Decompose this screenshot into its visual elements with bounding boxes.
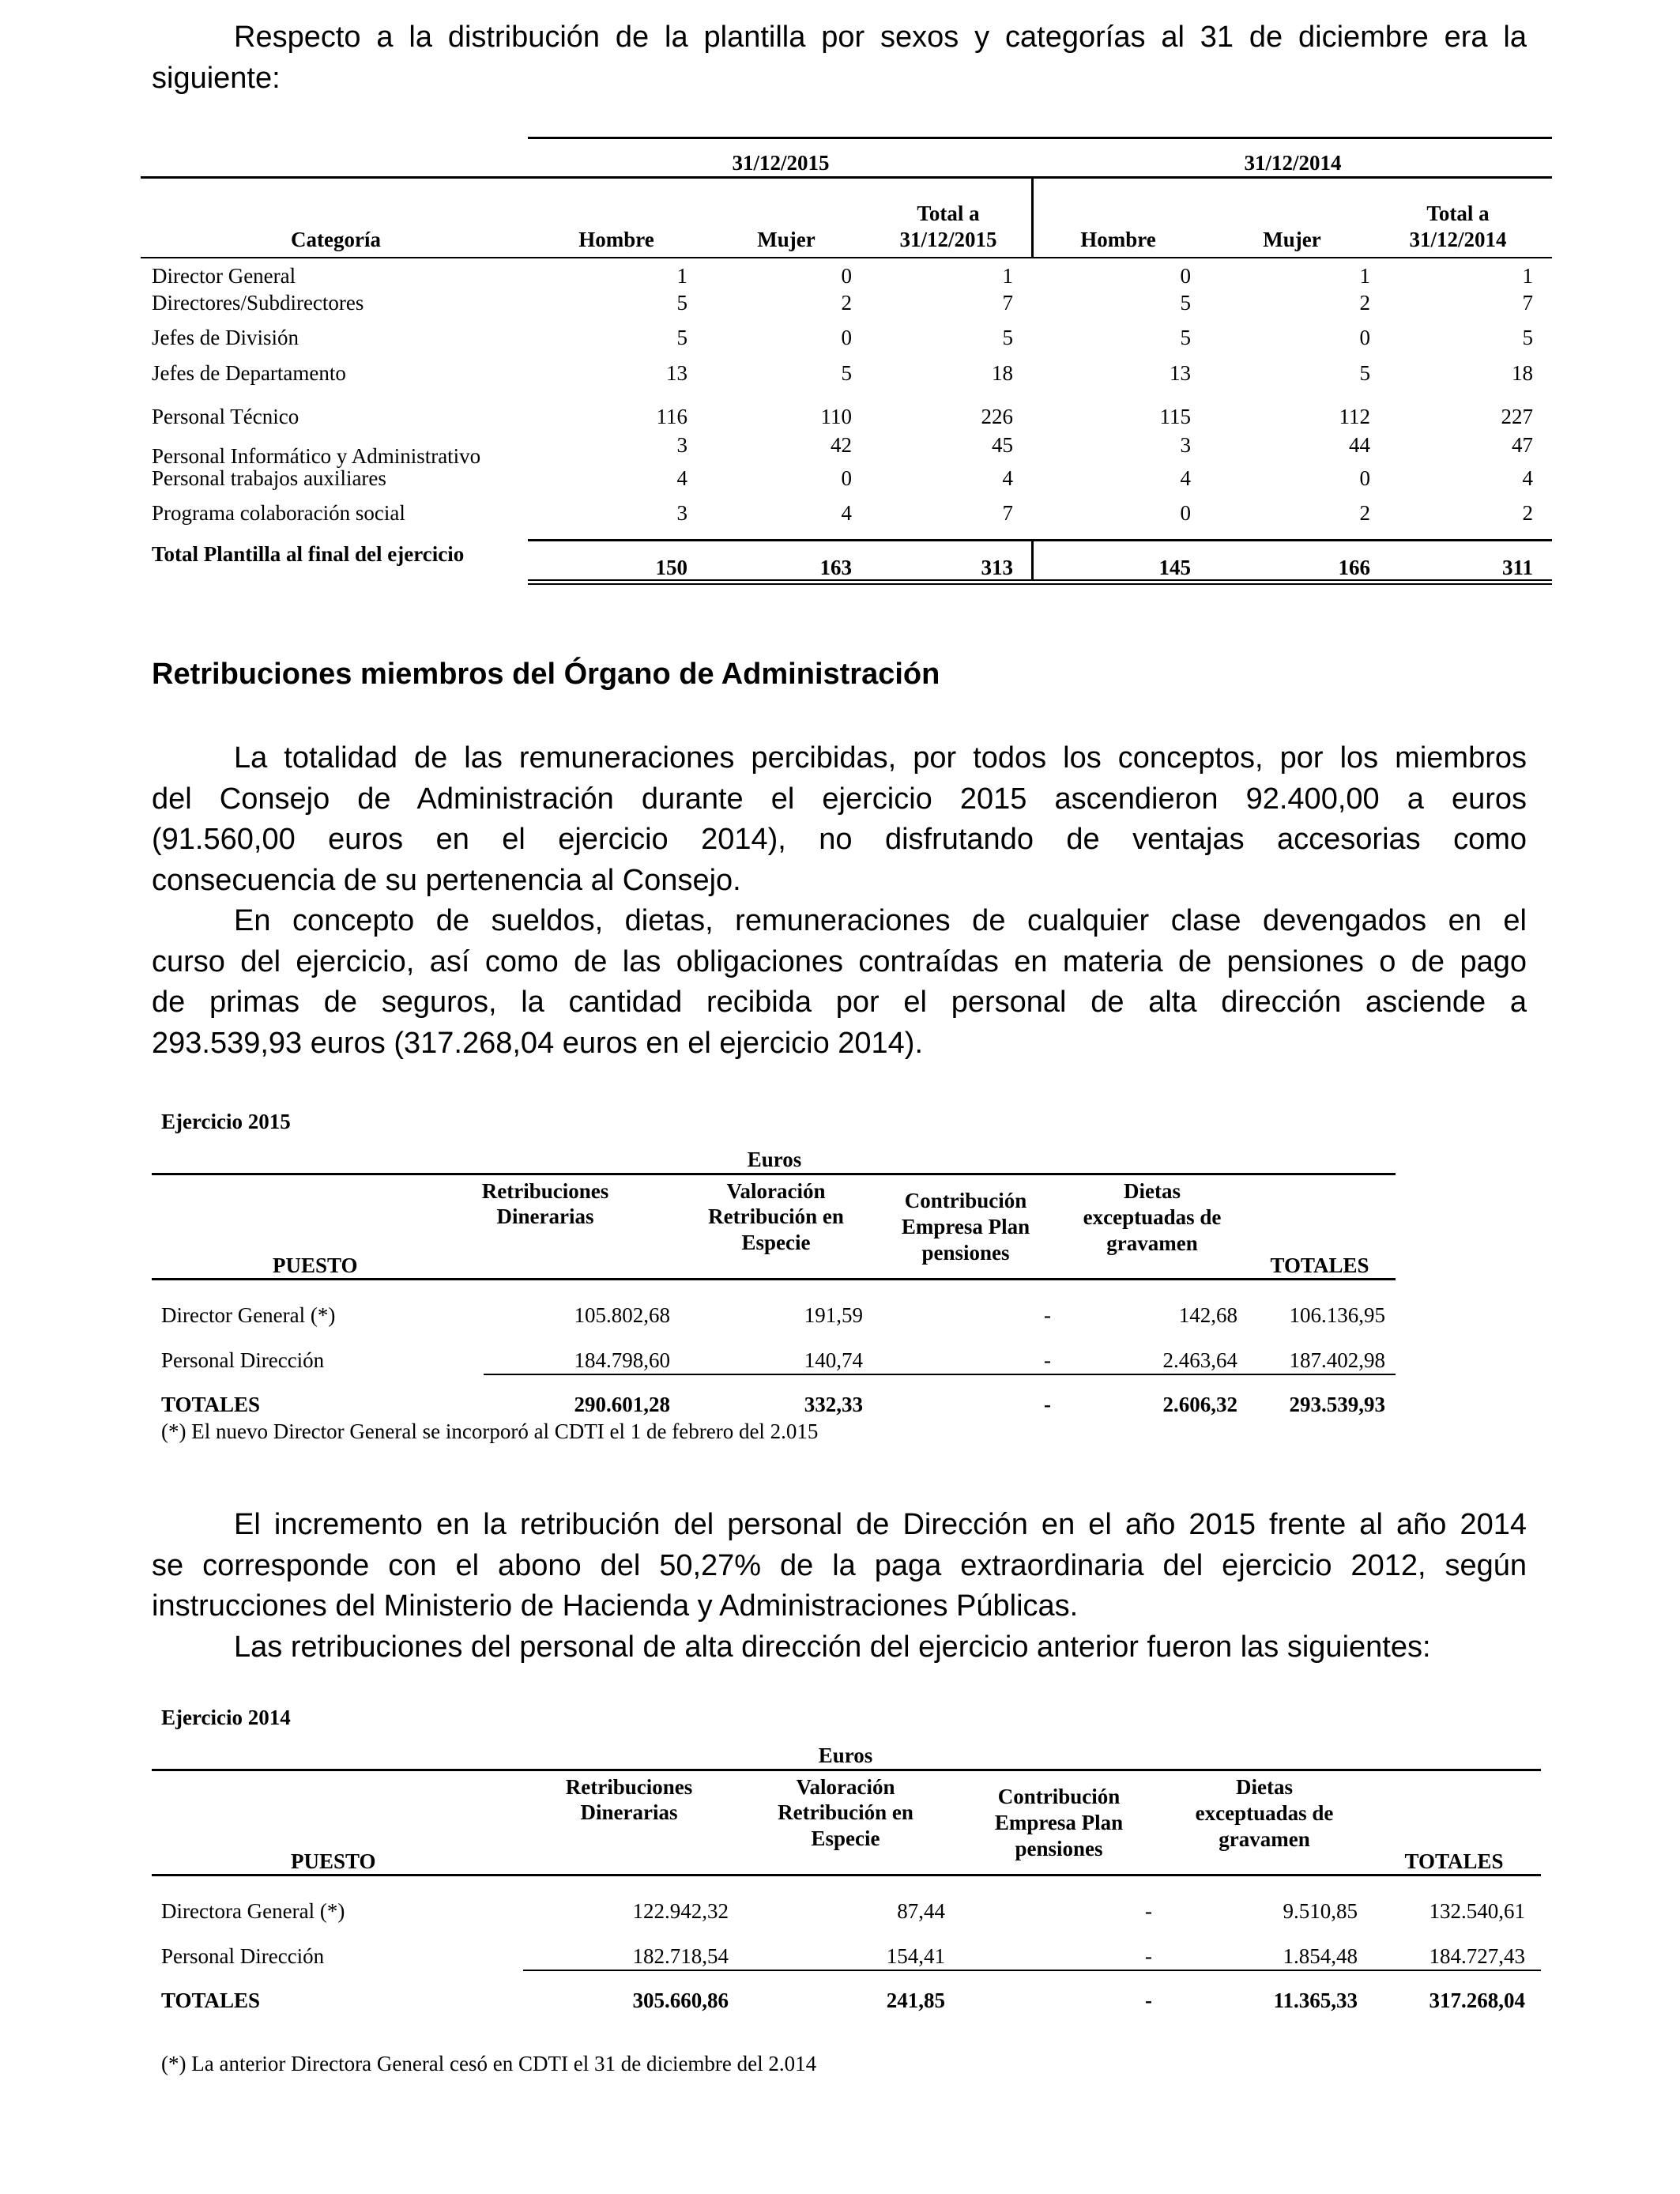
totales-row-label: TOTALES	[161, 1989, 261, 2012]
paragraph-line: Las retribuciones del personal de alta dirección del ejercicio anterior fueron las siguientes:	[234, 1630, 1431, 1664]
table-cell: 0	[1359, 466, 1370, 490]
totales-cell: 2.606,32	[1162, 1393, 1237, 1416]
table-cell: 13	[666, 361, 687, 385]
row-label: Personal Dirección	[161, 1348, 325, 1372]
paragraph-line: se corresponde con el abono del 50,27% de la paga extraordinaria del ejercicio 2012, según	[152, 1548, 1527, 1582]
table-cell: 115	[1159, 405, 1191, 428]
group-header-2015: 31/12/2015	[732, 151, 830, 175]
table-cell: 5	[676, 291, 687, 315]
table-cell: 5	[1002, 326, 1013, 349]
table-cell: 184.798,60	[574, 1348, 670, 1372]
totales-cell: 241,85	[886, 1989, 945, 2012]
column-divider	[1031, 176, 1034, 257]
rule	[141, 257, 1552, 258]
header-contribucion: Contribución	[997, 1785, 1121, 1808]
table-cell: 112	[1339, 405, 1370, 428]
table-cell: 132.540,61	[1429, 1899, 1525, 1923]
table-cell: 0	[841, 264, 852, 288]
category-label: Programa colaboración social	[152, 501, 405, 525]
table-cell: 3	[1180, 433, 1191, 457]
paragraph-line: 293.539,93 euros (317.268,04 euros en el ejercicio 2014).	[152, 1026, 924, 1060]
category-label: Jefes de División	[152, 326, 299, 349]
table-cell: 0	[841, 466, 852, 490]
paragraph-line: del Consejo de Administración durante el ejercicio 2015 ascendieron 92.400,00 a euros	[152, 782, 1527, 816]
table-cell: 5	[676, 326, 687, 349]
category-label: Jefes de Departamento	[152, 361, 346, 385]
table-cell: 42	[831, 433, 852, 457]
header-valoracion: Retribución en	[778, 1800, 913, 1824]
table-cell: 7	[1522, 291, 1533, 315]
table-cell: -	[1044, 1303, 1051, 1327]
table-cell: 7	[1002, 291, 1013, 315]
pay-table-title: Ejercicio 2015	[161, 1110, 291, 1133]
table-cell: 13	[1170, 361, 1191, 385]
header-dietas: gravamen	[1106, 1231, 1198, 1255]
totales-cell: -	[1145, 1989, 1152, 2012]
table-cell: 5	[841, 361, 852, 385]
table-cell: 106.136,95	[1289, 1303, 1385, 1327]
table-cell: -	[1145, 1944, 1152, 1968]
intro-paragraph	[152, 17, 1527, 99]
pay-table-title: Ejercicio 2014	[161, 1706, 291, 1729]
category-label: Directores/Subdirectores	[152, 291, 364, 315]
total-row-label: Total Plantilla al final del ejercicio	[152, 542, 465, 566]
paragraph-line: En concepto de sueldos, dietas, remuneraciones de cualquier clase devengados en el	[234, 904, 1527, 937]
table-cell: 2	[1522, 501, 1533, 525]
paragraph-line: de primas de seguros, la cantidad recibida por el personal de alta dirección asciende a	[152, 986, 1527, 1019]
header-dietas: Dietas	[1236, 1775, 1293, 1799]
row-label: Directora General (*)	[161, 1899, 345, 1923]
table-cell: 18	[1512, 361, 1533, 385]
table-cell: 1	[1522, 264, 1533, 288]
paragraph-line: La totalidad de las remuneraciones percibidas, por todos los conceptos, por los miembros	[234, 741, 1527, 775]
header-retribuciones: Retribuciones	[481, 1179, 609, 1203]
table-cell: 2	[1359, 291, 1370, 315]
header-puesto: PUESTO	[273, 1253, 358, 1277]
totales-cell: 305.660,86	[632, 1989, 729, 2012]
paragraph-line: (91.560,00 euros en el ejercicio 2014), no disfrutando de ventajas accesorias como	[152, 823, 1527, 856]
table-cell: 154,41	[886, 1944, 945, 1968]
table-cell: 110	[820, 405, 852, 428]
header-retribuciones: Dinerarias	[580, 1800, 678, 1824]
header-contribucion: Contribución	[904, 1189, 1027, 1212]
table-cell: 226	[981, 405, 1013, 428]
table-cell: 3	[676, 433, 687, 457]
header-contribucion: Empresa Plan	[994, 1811, 1124, 1834]
header-hombre-2015: Hombre	[578, 228, 654, 251]
row-label: Director General (*)	[161, 1303, 336, 1327]
intro-line: Respecto a la distribución de la plantilla por sexos y categorías al 31 de diciembre era la	[234, 21, 1527, 54]
intro-line: siguiente:	[152, 61, 281, 95]
rule	[152, 1874, 1541, 1876]
header-puesto: PUESTO	[291, 1849, 376, 1873]
table-cell: 105.802,68	[574, 1303, 670, 1327]
header-retribuciones: Dinerarias	[496, 1204, 594, 1228]
table-cell: 0	[1180, 501, 1191, 525]
table-cell: 47	[1512, 433, 1533, 457]
rule	[141, 176, 1552, 179]
totales-cell: 332,33	[804, 1393, 863, 1416]
table-cell: 5	[1180, 326, 1191, 349]
total-cell: 163	[819, 556, 852, 579]
table-cell: 187.402,98	[1289, 1348, 1385, 1372]
row-label: Personal Dirección	[161, 1944, 325, 1968]
header-valoracion: Especie	[811, 1826, 880, 1850]
paragraph-line: curso del ejercicio, así como de las obligaciones contraídas en materia de pensiones o de pago	[152, 944, 1527, 978]
category-label: Personal Informático y Administrativo	[152, 444, 481, 468]
header-hombre-2014: Hombre	[1080, 228, 1156, 251]
table-cell: 1	[676, 264, 687, 288]
header-valoracion: Valoración	[796, 1775, 895, 1799]
totales-cell: 317.268,04	[1429, 1989, 1525, 2012]
header-retribuciones: Retribuciones	[565, 1775, 693, 1799]
table-cell: 140,74	[804, 1348, 863, 1372]
header-total-a-2014: Total a	[1426, 202, 1490, 225]
totales-row-label: TOTALES	[161, 1393, 261, 1416]
table-cell: 4	[1002, 466, 1013, 490]
header-dietas: Dietas	[1124, 1179, 1181, 1203]
header-total-2015: 31/12/2015	[899, 228, 997, 251]
rule	[528, 539, 1552, 541]
total-cell: 311	[1501, 556, 1533, 579]
rule	[152, 1769, 1541, 1771]
euros-header: Euros	[818, 1744, 873, 1767]
table-cell: -	[1145, 1899, 1152, 1923]
remuneration-paragraph	[152, 738, 1527, 1064]
rule	[152, 1173, 1396, 1175]
header-dietas: exceptuadas de	[1195, 1801, 1334, 1825]
footnote: (*) El nuevo Director General se incorporó al CDTI el 1 de febrero del 2.015	[161, 1419, 819, 1443]
rule	[523, 1970, 1541, 1971]
table-cell: 1.854,48	[1283, 1944, 1358, 1968]
rule	[528, 583, 1552, 585]
table-cell: 1	[1002, 264, 1013, 288]
rule	[528, 137, 1552, 139]
total-cell: 145	[1158, 556, 1191, 579]
header-valoracion: Valoración	[726, 1179, 826, 1203]
table-cell: 5	[1522, 326, 1533, 349]
table-cell: 18	[992, 361, 1013, 385]
category-label: Director General	[152, 264, 296, 288]
table-cell: 184.727,43	[1429, 1944, 1525, 1968]
totales-cell: 11.365,33	[1273, 1989, 1358, 2012]
header-total-a-2015: Total a	[917, 202, 980, 225]
table-cell: 5	[1359, 361, 1370, 385]
table-cell: 4	[1522, 466, 1533, 490]
table-cell: 116	[656, 405, 687, 428]
table-cell: 2.463,64	[1162, 1348, 1237, 1372]
increment-paragraph	[152, 1505, 1527, 1668]
header-mujer-2014: Mujer	[1263, 228, 1321, 251]
table-cell: 142,68	[1178, 1303, 1237, 1327]
table-cell: 122.942,32	[632, 1899, 729, 1923]
table-cell: 1	[1359, 264, 1370, 288]
totales-cell: 290.601,28	[574, 1393, 670, 1416]
rule	[528, 579, 1552, 581]
total-cell: 313	[981, 556, 1013, 579]
header-total-2014: 31/12/2014	[1409, 228, 1507, 251]
table-cell: 9.510,85	[1283, 1899, 1358, 1923]
table-cell: 4	[676, 466, 687, 490]
rule	[484, 1374, 1396, 1375]
table-cell: 227	[1501, 405, 1533, 428]
table-cell: 182.718,54	[632, 1944, 729, 1968]
table-cell: 4	[841, 501, 852, 525]
table-cell: 7	[1002, 501, 1013, 525]
totales-cell: 293.539,93	[1289, 1393, 1385, 1416]
table-cell: 0	[1180, 264, 1191, 288]
category-label: Personal trabajos auxiliares	[152, 466, 386, 490]
totales-cell: -	[1044, 1393, 1051, 1416]
table-cell: 0	[1359, 326, 1370, 349]
section-title: Retribuciones miembros del Órgano de Administración	[152, 658, 940, 691]
table-cell: 44	[1349, 433, 1370, 457]
paragraph-line: instrucciones del Ministerio de Hacienda y Administraciones Públicas.	[152, 1589, 1079, 1623]
header-categoria: Categoría	[291, 228, 381, 251]
euros-header: Euros	[747, 1148, 802, 1171]
header-contribucion: pensiones	[921, 1241, 1010, 1265]
table-cell: 191,59	[804, 1303, 863, 1327]
category-label: Personal Técnico	[152, 405, 299, 428]
table-cell: 0	[841, 326, 852, 349]
rule	[152, 1278, 1396, 1280]
header-dietas: gravamen	[1219, 1827, 1310, 1851]
table-cell: 2	[1359, 501, 1370, 525]
column-divider	[1031, 539, 1034, 580]
table-cell: 4	[1180, 466, 1191, 490]
header-valoracion: Especie	[741, 1231, 811, 1254]
header-totales: TOTALES	[1270, 1253, 1369, 1277]
paragraph-line: El incremento en la retribución del personal de Dirección en el año 2015 frente al año 2014	[234, 1508, 1527, 1541]
paragraph-line: consecuencia de su pertenencia al Consejo.	[152, 863, 741, 897]
header-valoracion: Retribución en	[708, 1204, 844, 1228]
header-contribucion: Empresa Plan	[901, 1215, 1030, 1238]
table-cell: 2	[841, 291, 852, 315]
group-header-2014: 31/12/2014	[1244, 151, 1342, 175]
table-cell: -	[1044, 1348, 1051, 1372]
table-cell: 87,44	[897, 1899, 945, 1923]
table-cell: 5	[1180, 291, 1191, 315]
table-cell: 3	[676, 501, 687, 525]
total-cell: 166	[1338, 556, 1370, 579]
header-totales: TOTALES	[1404, 1849, 1504, 1873]
header-mujer-2015: Mujer	[757, 228, 816, 251]
footnote: (*) La anterior Directora General cesó en CDTI el 31 de diciembre del 2.014	[161, 2052, 817, 2075]
header-contribucion: pensiones	[1015, 1837, 1103, 1860]
header-dietas: exceptuadas de	[1083, 1205, 1222, 1229]
total-cell: 150	[655, 556, 687, 579]
table-cell: 45	[992, 433, 1013, 457]
